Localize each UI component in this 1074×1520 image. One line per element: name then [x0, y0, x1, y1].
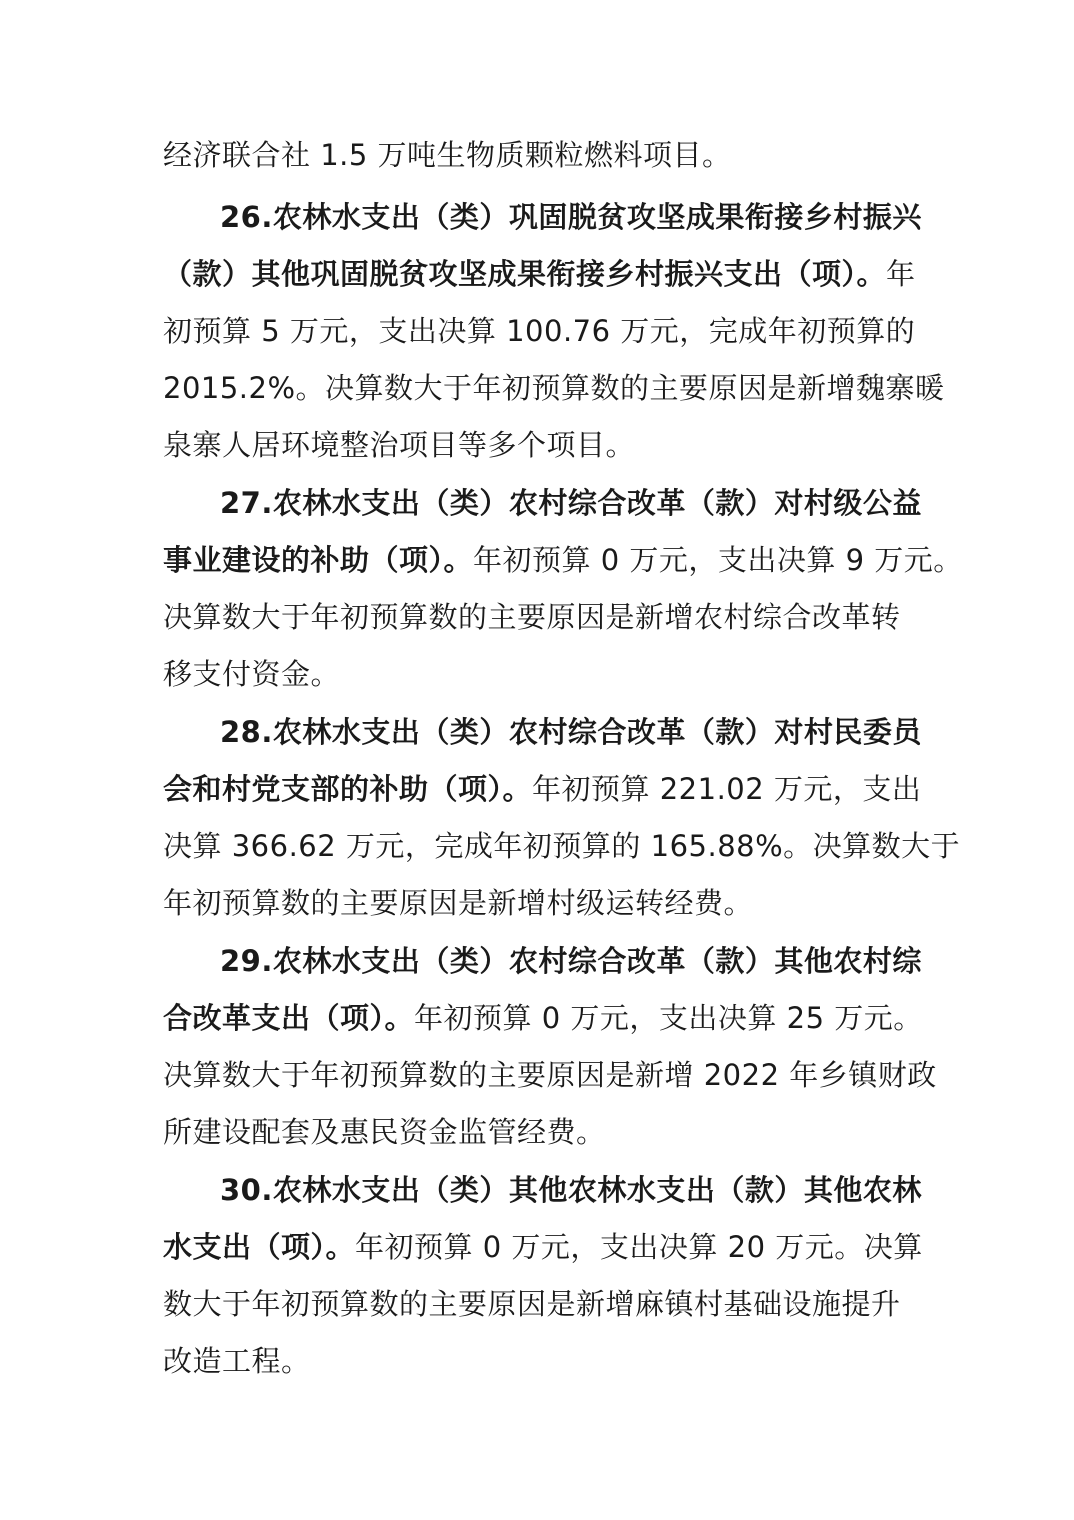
text-line: [163, 998, 923, 1038]
bold-heading-text: 事业建设的补助（项）。: [163, 543, 474, 577]
text-line: [163, 254, 916, 294]
body-text: 年初预算 0 万元，支出决算 9 万元。: [473, 543, 963, 577]
body-text: 数大于年初预算数的主要原因是新增麻镇村基础设施提升: [163, 1287, 901, 1321]
text-line: [163, 311, 915, 351]
body-text: 年初预算 0 万元，支出决算 25 万元。: [414, 1001, 923, 1035]
body-text: 初预算 5 万元，支出决算 100.76 万元，完成年初预算的: [163, 314, 916, 348]
bold-heading-text: 水支出（项）。: [163, 1230, 356, 1264]
text-line: [220, 1170, 922, 1210]
body-text: 决算数大于年初预算数的主要原因是新增农村综合改革转: [163, 600, 901, 634]
bold-heading-text: 30.农林水支出（类）其他农林水支出（款）其他农林: [220, 1173, 922, 1207]
text-line: [163, 1055, 937, 1095]
bold-heading-text: 28.农林水支出（类）农村综合改革（款）对村民委员: [220, 715, 922, 749]
bold-heading-text: 29.农林水支出（类）农村综合改革（款）其他农村综: [220, 944, 922, 978]
text-line: [163, 769, 921, 809]
text-line: [220, 712, 922, 752]
body-text: 年初预算 0 万元，支出决算 20 万元。决算: [355, 1230, 923, 1264]
body-text: 改造工程。: [163, 1344, 311, 1378]
text-line: [220, 197, 922, 237]
text-line: [163, 1341, 311, 1381]
body-text: 2015.2%。决算数大于年初预算数的主要原因是新增魏寨暖: [163, 371, 945, 405]
text-line: [163, 826, 960, 866]
body-text: 年初预算数的主要原因是新增村级运转经费。: [163, 886, 754, 920]
body-text: 经济联合社 1.5 万吨生物质颗粒燃料项目。: [163, 138, 732, 172]
body-text: 年: [886, 257, 916, 291]
body-text: 年初预算 221.02 万元，支出: [532, 772, 922, 806]
bold-heading-text: （款）其他巩固脱贫攻坚成果衔接乡村振兴支出（项）。: [163, 257, 887, 291]
text-line: [220, 941, 922, 981]
text-line: [163, 597, 901, 637]
text-line: [163, 135, 732, 175]
body-text: 决算数大于年初预算数的主要原因是新增 2022 年乡镇财政: [163, 1058, 937, 1092]
text-line: [163, 368, 945, 408]
text-line: [163, 1112, 606, 1152]
text-line: [163, 654, 340, 694]
text-line: [163, 1284, 901, 1324]
text-line: [163, 425, 635, 465]
text-line: [163, 1227, 923, 1267]
bold-heading-text: 合改革支出（项）。: [163, 1001, 415, 1035]
body-text: 决算 366.62 万元，完成年初预算的 165.88%。决算数大于: [163, 829, 961, 863]
body-text: 泉寨人居环境整治项目等多个项目。: [163, 428, 636, 462]
text-line: [163, 883, 753, 923]
bold-heading-text: 27.农林水支出（类）农村综合改革（款）对村级公益: [220, 486, 922, 520]
body-text: 所建设配套及惠民资金监管经费。: [163, 1115, 606, 1149]
text-line: [163, 540, 963, 580]
bold-heading-text: 26.农林水支出（类）巩固脱贫攻坚成果衔接乡村振兴: [220, 200, 922, 234]
text-line: [220, 483, 922, 523]
bold-heading-text: 会和村党支部的补助（项）。: [163, 772, 533, 806]
body-text: 移支付资金。: [163, 657, 341, 691]
